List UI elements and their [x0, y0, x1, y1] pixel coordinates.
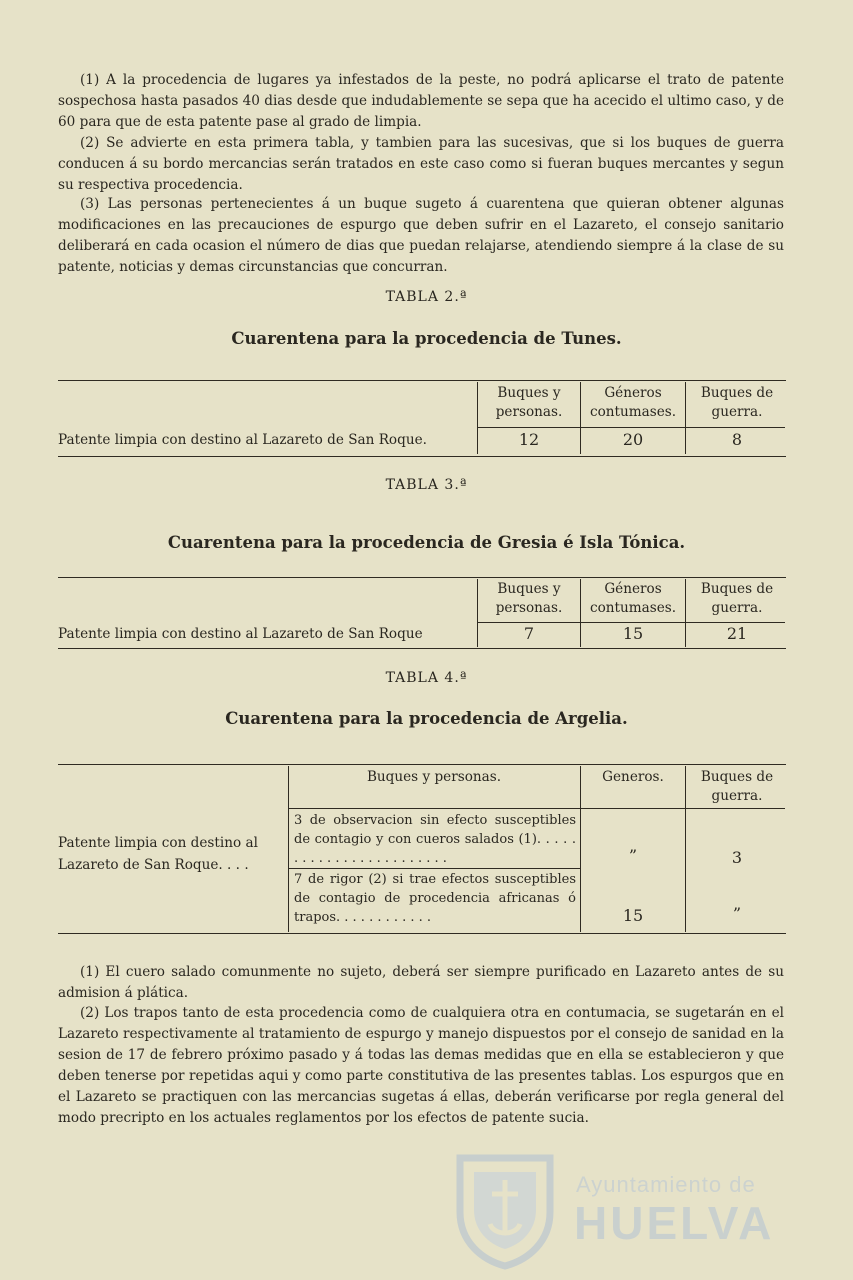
footnote-2: (2) Se advierte en esta primera tabla, y tambien para las sucesivas, que si los buques de guerra conducen á su bordo mercancias serán tratados en este caso como si fueran buques mercantes y segun su respectiva procedencia. [58, 135, 784, 193]
huelva-watermark [450, 1150, 790, 1270]
tabla4-header-rule [288, 808, 785, 809]
tabla2-value-buques: 12 [518, 430, 540, 449]
footnote-trapos: (2) Los trapos tanto de esta procedencia como de cualquiera otra en contumacia, se sugetarán en el Lazareto respectivamente al tratamiento de espurgo y manejo dispuestos por el consejo de sanidad en la sesion de 17 de febrero próximo pasado y á todas las demas medidas que en ella se establecieron y que deben tenerse por repetidas aqui y como parte constitutiva de las presentes tablas. Los espurgos que en el Lazareto se practiquen con las mercancias sugetas á ellas, deberán verificarse por regla general del modo precripto en los actuales reglamentos por los efectos de patente sucia. [58, 1005, 784, 1126]
tabla4-cell-observacion: 3 de observacion sin efecto susceptibles de contagio y con cueros salados (1). . . . . . . . . . . . . . . . . . . . . . . . [294, 813, 576, 866]
tabla4-bottom-rule [58, 933, 786, 934]
tabla3-divider [685, 579, 686, 647]
tabla4-guerra-observacion: 3 [731, 848, 743, 867]
tabla4-generos-observacion: ” [628, 846, 638, 865]
tabla3-value-generos: 15 [622, 624, 644, 643]
watermark-line2: HUELVA [574, 1197, 775, 1249]
tabla4-row-label: Patente limpia con destino al Lazareto de San Roque. . . . [58, 835, 258, 873]
watermark-line1: Ayuntamiento de [576, 1172, 756, 1197]
tabla3-value-guerra: 21 [726, 624, 748, 643]
tabla4-divider [685, 766, 686, 932]
tabla3-divider [580, 579, 581, 647]
tabla2-divider [685, 382, 686, 454]
tabla2-header-generos: Géneros contumases. [589, 385, 677, 420]
tabla3-bottom-rule [58, 648, 786, 649]
tabla2-header-buques: Buques y personas. [495, 385, 563, 420]
tabla4-top-rule [58, 764, 786, 765]
tabla3-header-guerra: Buques de guerra. [700, 581, 774, 616]
footnote-1: (1) A la procedencia de lugares ya infestados de la peste, no podrá aplicarse el trato de patente sospechosa hasta pasados 40 dias desde que indudablemente se sepa que ha acecido el ultimo caso, y de 60 para que de esta patente pase al grado de limpia. [58, 72, 785, 130]
tabla4-divider [288, 766, 289, 932]
tabla3-title: TABLA 3.ª [385, 477, 468, 493]
tabla2-value-generos: 20 [622, 430, 644, 449]
tabla4-guerra-rigor: ” [732, 904, 742, 923]
footnote-3: (3) Las personas pertenecientes á un buque sugeto á cuarentena que quieran obtener algunas modificaciones en las precauciones de espurgo que deben sufrir en el Lazareto, el consejo sanitario deliberará en cada ocasion el número de dias que puedan relajarse, atendiendo siempre á la clase de su patente, noticias y demas circunstancias que concurran. [58, 196, 784, 275]
tabla4-title: TABLA 4.ª [385, 670, 468, 686]
tabla3-top-rule [58, 577, 786, 578]
tabla4-mid-rule [288, 868, 580, 869]
tabla2-title: TABLA 2.ª [385, 289, 468, 305]
tabla2-divider [580, 382, 581, 454]
tabla3-header-buques: Buques y personas. [495, 581, 563, 616]
tabla4-subtitle: Cuarentena para la procedencia de Argelia. [225, 709, 628, 728]
tabla2-header-guerra: Buques de guerra. [700, 385, 774, 420]
tabla3-value-buques: 7 [523, 624, 535, 643]
tabla2-header-rule [477, 427, 785, 428]
tabla3-row-label: Patente limpia con destino al Lazareto de San Roque [58, 626, 423, 642]
tabla4-header-buques: Buques y personas. [366, 769, 502, 785]
tabla3-subtitle: Cuarentena para la procedencia de Gresia é Isla Tónica. [167, 533, 686, 552]
tabla3-header-rule [477, 622, 785, 623]
tabla2-row-label: Patente limpia con destino al Lazareto de San Roque. [58, 432, 427, 448]
tabla2-bottom-rule [58, 456, 786, 457]
footnote-cuero: (1) El cuero salado comunmente no sujeto, deberá ser siempre purificado en Lazareto antes de su admision á plática. [58, 964, 784, 1001]
tabla3-header-generos: Géneros contumases. [589, 581, 677, 616]
tabla4-header-generos: Generos. [602, 769, 664, 785]
tabla4-header-guerra: Buques de guerra. [700, 769, 774, 804]
tabla4-divider [580, 766, 581, 932]
tabla2-value-guerra: 8 [731, 430, 743, 449]
coat-of-arms-icon [450, 1150, 560, 1270]
tabla2-subtitle: Cuarentena para la procedencia de Tunes. [231, 329, 622, 348]
tabla4-generos-rigor: 15 [622, 906, 644, 925]
tabla2-top-rule [58, 380, 786, 381]
tabla4-cell-rigor: 7 de rigor (2) si trae efectos susceptibles de contagio de procedencia africanas ó trapos. . . . . . . . . . . . [294, 872, 576, 925]
